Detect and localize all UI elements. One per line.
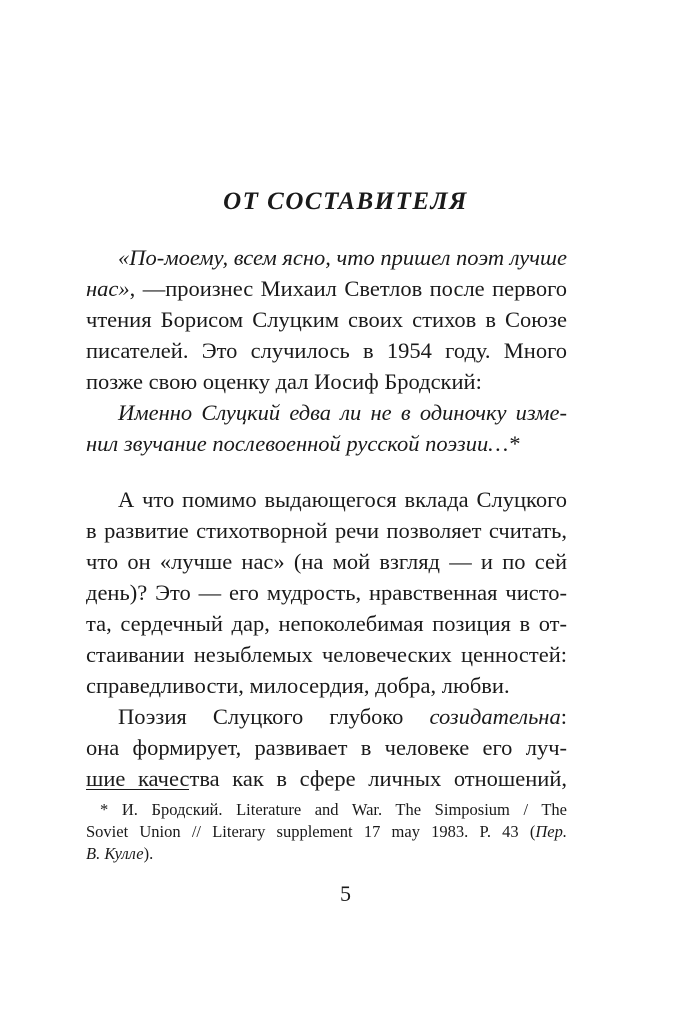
paragraph-1-line-2 xyxy=(86,275,567,303)
paragraph-3-line-1-colon: : xyxy=(560,704,567,729)
quote-line-1: Именно Слуцкий едва ли не в одиночку изме- xyxy=(118,400,567,425)
paragraph-3-line-2: она формирует, развивает в человеке его луч- xyxy=(86,735,567,760)
footnote-line-1: * И. Бродский. Literature and War. The Simposium / The xyxy=(100,800,567,819)
paragraph-1-line-3: чтения Борисом Слуцким своих стихов в Союзе xyxy=(86,307,567,332)
paragraph-1-line-4: писателей. Это случилось в 1954 году. Много xyxy=(86,338,567,363)
paragraph-2-line-2: в развитие стихотворной речи позволяет считать, xyxy=(86,518,567,543)
paragraph-3-line-1 xyxy=(118,703,567,731)
footnote-translator-label: Пер. xyxy=(535,822,567,841)
paragraph-2-line-3: что он «лучше нас» (на мой взгляд — и по сей xyxy=(86,549,567,574)
paragraph-2-line-5: та, сердечный дар, непоколебимая позиция в от- xyxy=(86,611,567,636)
footnote-line-2 xyxy=(86,821,567,843)
footnote-translator-name: В. Кулле xyxy=(86,844,144,863)
emphasized-word: созидательна xyxy=(429,704,561,729)
paragraph-2-line-4: день)? Это — его мудрость, нравственная чисто- xyxy=(86,580,567,605)
footnote-line-3 xyxy=(86,843,567,865)
paragraph-2-line-7: справедливости, милосердия, добра, любви. xyxy=(86,673,510,698)
quote-line-2: нил звучание послевоенной русской поэзии…* xyxy=(86,431,520,456)
paragraph-2-line-6: стаивании незыблемых человеческих ценностей: xyxy=(86,642,567,667)
page-number: 5 xyxy=(340,881,351,906)
footnote-line-2-text: Soviet Union // Literary supplement 17 may 1983. P. 43 ( xyxy=(86,822,536,841)
paragraph-2-line-1: А что помимо выдающегося вклада Слуцкого xyxy=(118,487,567,512)
footnote-separator xyxy=(86,789,189,790)
paragraph-1-line-2-text: , —произнес Михаил Светлов после первого xyxy=(129,276,567,301)
paragraph-3-line-3: шие качества как в сфере личных отношений, xyxy=(86,766,567,791)
paragraph-1-line-1: «По-моему, всем ясно, что пришел поэт лучше xyxy=(118,245,567,270)
section-heading: ОТ СОСТАВИТЕЛЯ xyxy=(223,188,468,215)
paragraph-3-line-1-text: Поэзия Слуцкого глубоко xyxy=(118,704,430,729)
footnote-line-3-end: ). xyxy=(143,844,154,863)
paragraph-1-line-5: позже свою оценку дал Иосиф Бродский: xyxy=(86,369,482,394)
quote-fragment: нас» xyxy=(86,276,130,301)
